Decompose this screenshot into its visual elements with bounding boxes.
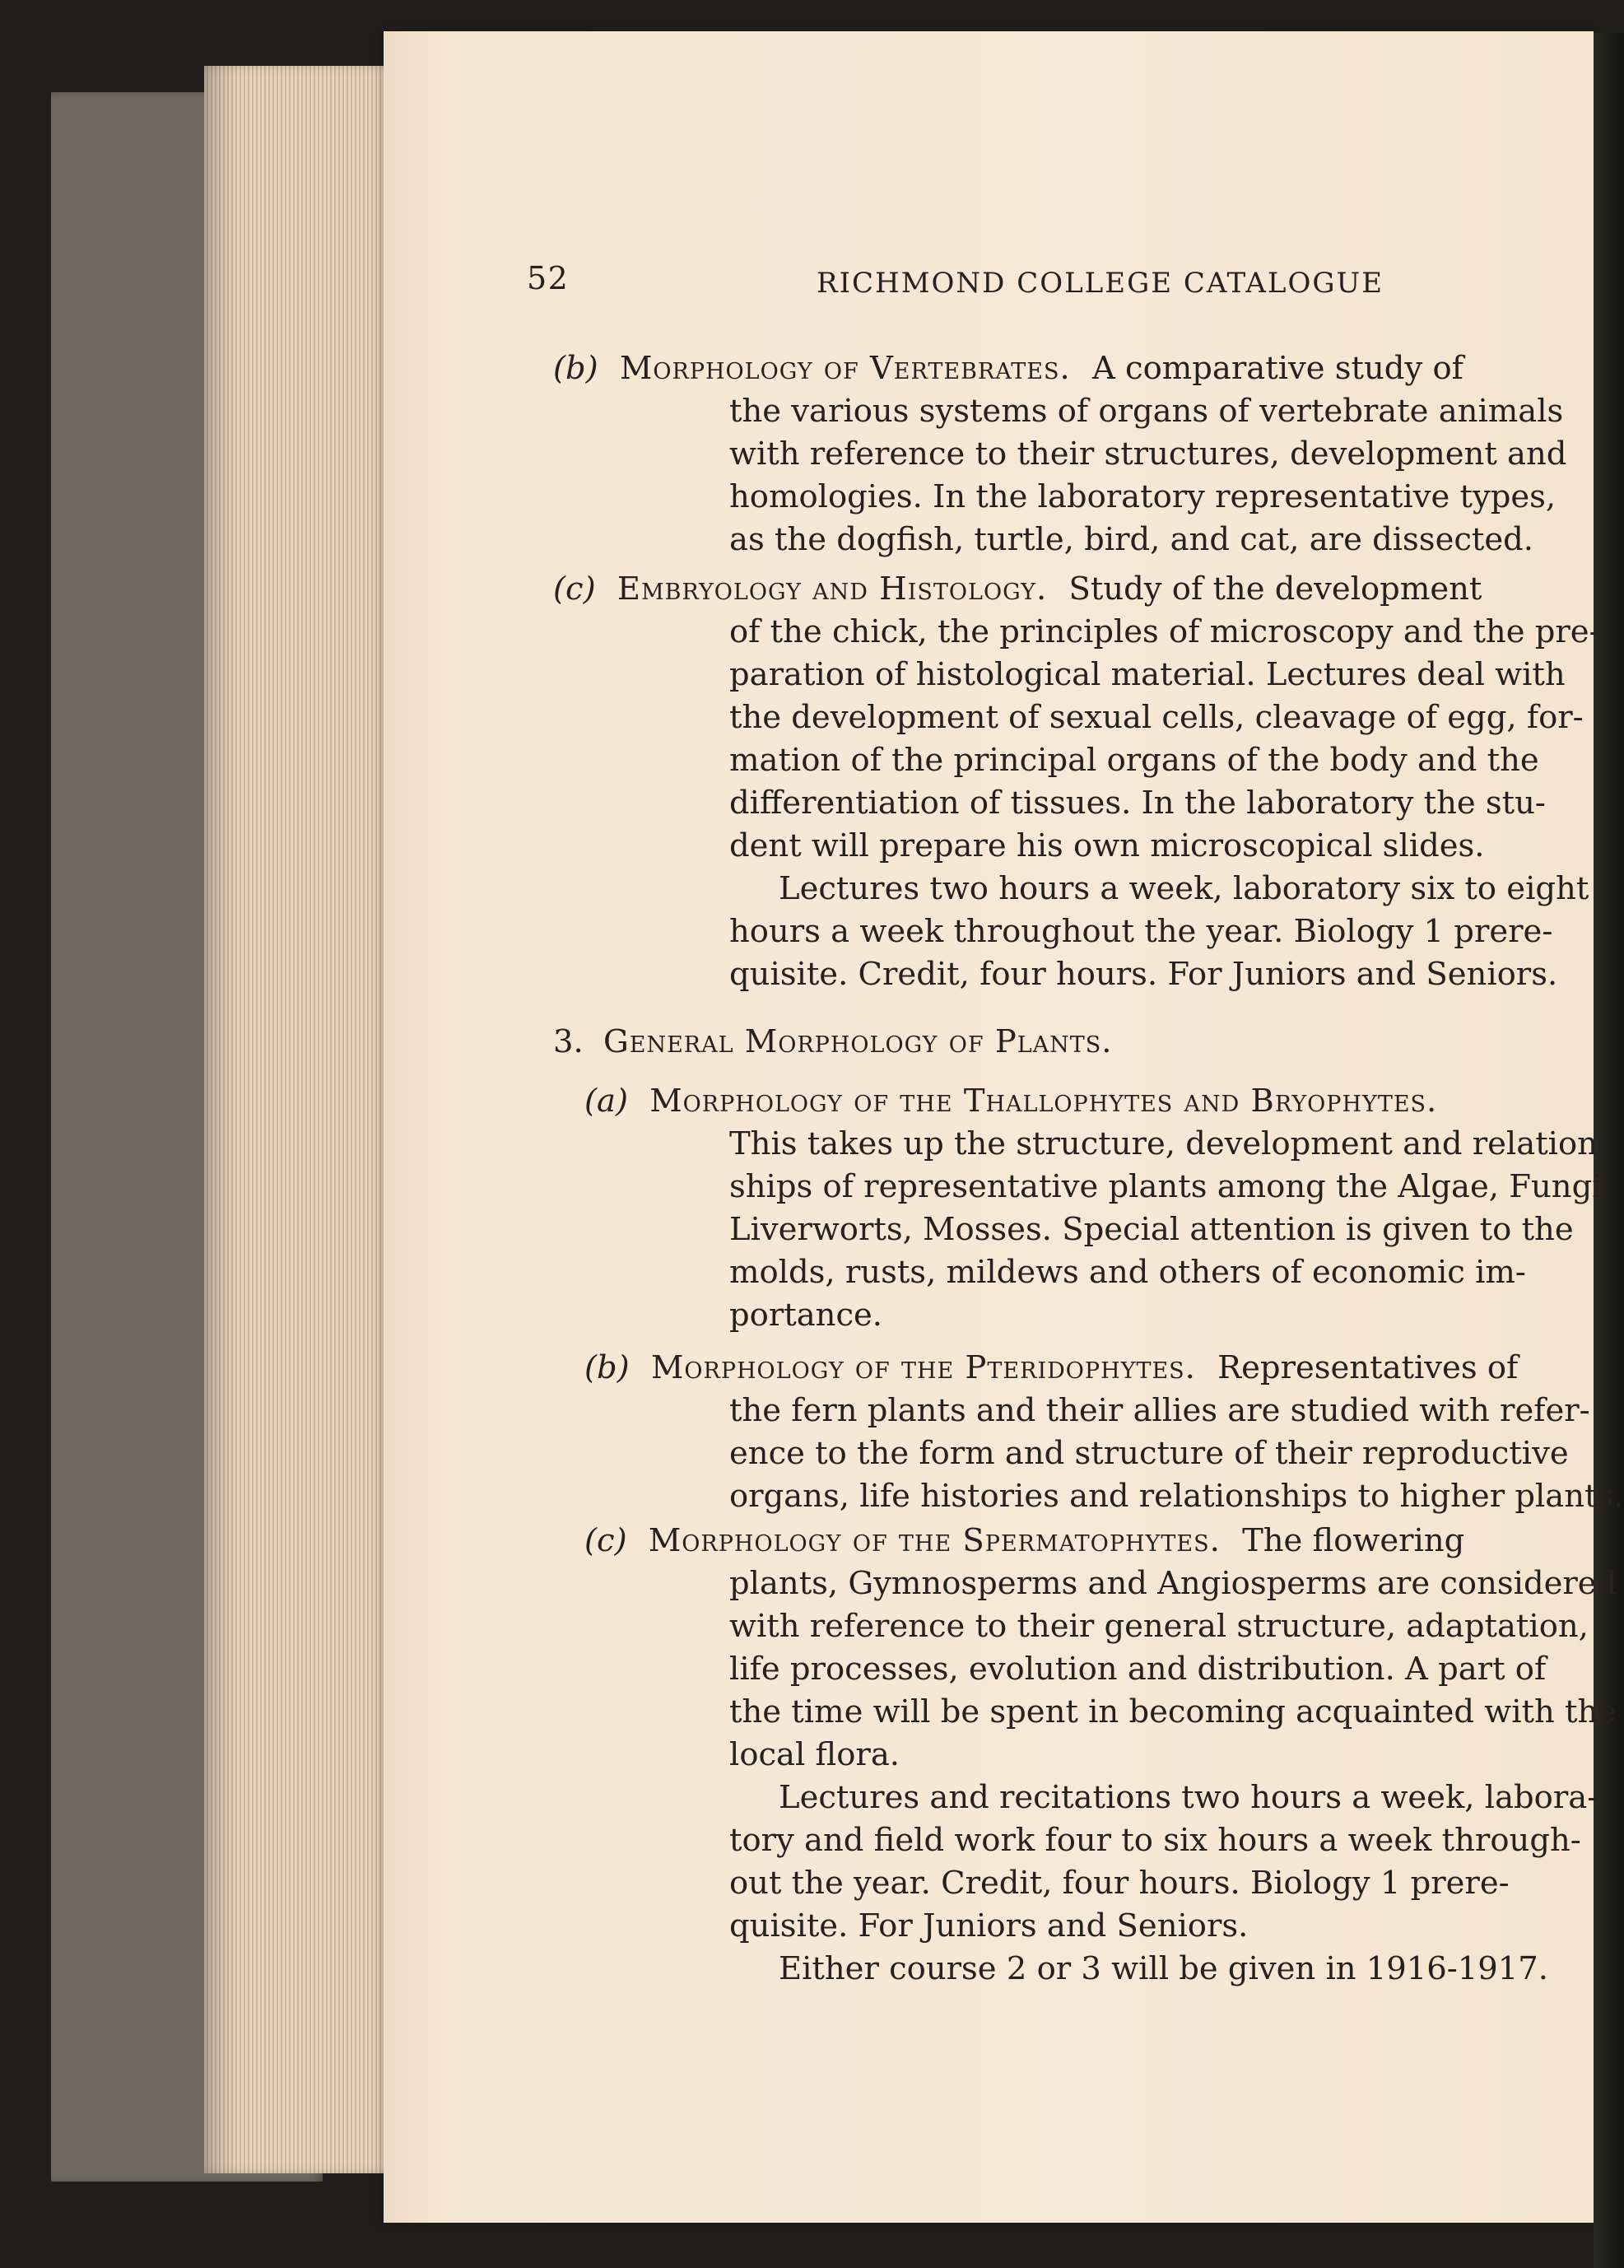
text-line: as the dogfish, turtle, bird, and cat, are dissected.	[729, 521, 1534, 558]
text-line: local flora.	[729, 1736, 900, 1773]
page-edges	[204, 66, 393, 2173]
text-line: mation of the principal organs of the body and the	[729, 742, 1539, 779]
text-line: dent will prepare his own microscopical slides.	[729, 827, 1485, 864]
text-line: portance.	[729, 1297, 883, 1334]
text-line: differentiation of tissues. In the laboratory the stu-	[729, 785, 1546, 822]
text-line: A comparative study of	[1091, 350, 1463, 387]
item-label: (c)	[553, 570, 596, 608]
item-label: (b)	[584, 1349, 630, 1386]
text-line: ence to the form and structure of their reproductive	[729, 1435, 1569, 1472]
page-number: 52	[527, 260, 570, 296]
text-line: of the chick, the principles of microscopy and the pre-	[729, 613, 1600, 650]
text-line: with reference to their general structure, adaptation,	[729, 1608, 1589, 1645]
item-heading: Morphology of the Spermatophytes.	[648, 1522, 1221, 1559]
item-a-thallophytes-first-line	[584, 1080, 1437, 1123]
text-line: the fern plants and their allies are studied with refer-	[729, 1392, 1590, 1429]
text-line: Study of the development	[1068, 570, 1482, 608]
text-line: homologies. In the laboratory representative types,	[729, 478, 1557, 515]
item-heading: Embryology and Histology.	[617, 570, 1048, 608]
text-line: Lectures two hours a week, laboratory six to eight	[779, 870, 1589, 907]
item-heading: Morphology of Vertebrates.	[619, 350, 1071, 387]
text-line: the various systems of organs of vertebrate animals	[729, 393, 1564, 430]
text-line: Either course 2 or 3 will be given in 1916-1917.	[779, 1950, 1548, 1987]
item-c-spermatophytes-first-line	[584, 1520, 1464, 1562]
item-heading: Morphology of the Pteridophytes.	[650, 1349, 1196, 1386]
text-line: quisite. For Juniors and Seniors.	[729, 1907, 1249, 1944]
running-title: RICHMOND COLLEGE CATALOGUE	[817, 267, 1384, 300]
item-label: (a)	[584, 1083, 628, 1120]
section-number: 3.	[553, 1023, 584, 1060]
text-line: The flowering	[1242, 1522, 1465, 1559]
text-line: Lectures and recitations two hours a week, labora-	[779, 1779, 1598, 1816]
text-line: the time will be spent in becoming acquainted with the	[729, 1693, 1617, 1730]
text-line: with reference to their structures, development and	[729, 435, 1567, 473]
text-line: hours a week throughout the year. Biology 1 prere-	[729, 913, 1553, 950]
item-label: (b)	[553, 350, 598, 387]
section-title: General Morphology of Plants.	[603, 1023, 1113, 1060]
text-line: out the year. Credit, four hours. Biology 1 prere-	[729, 1865, 1510, 1902]
text-line: molds, rusts, mildews and others of economic im-	[729, 1254, 1526, 1291]
text-line: plants, Gymnosperms and Angiosperms are considered	[729, 1565, 1617, 1602]
text-line: quisite. Credit, four hours. For Juniors and Seniors.	[729, 956, 1558, 993]
text-line: Liverworts, Mosses. Special attention is given to the	[729, 1211, 1574, 1248]
text-line: ships of representative plants among the Algae, Fungi,	[729, 1168, 1612, 1205]
item-c-embryology-first-line	[553, 568, 1482, 611]
text-line: This takes up the structure, development and relation-	[729, 1125, 1608, 1162]
text-line: tory and field work four to six hours a week through-	[729, 1822, 1581, 1859]
item-label: (c)	[584, 1522, 627, 1559]
text-line: organs, life histories and relationships to higher plants.	[729, 1478, 1624, 1515]
section-3-heading	[553, 1021, 1113, 1064]
text-line: the development of sexual cells, cleavage of egg, for-	[729, 699, 1584, 736]
item-b-pteridophytes-first-line	[584, 1347, 1518, 1390]
item-b-vertebrates-first-line	[553, 347, 1463, 390]
text-line: Representatives of	[1217, 1349, 1519, 1386]
text-line: paration of histological material. Lectures deal with	[729, 656, 1566, 693]
text-line: life processes, evolution and distribution. A part of	[729, 1651, 1547, 1688]
item-heading: Morphology of the Thallophytes and Bryophytes.	[649, 1083, 1438, 1120]
